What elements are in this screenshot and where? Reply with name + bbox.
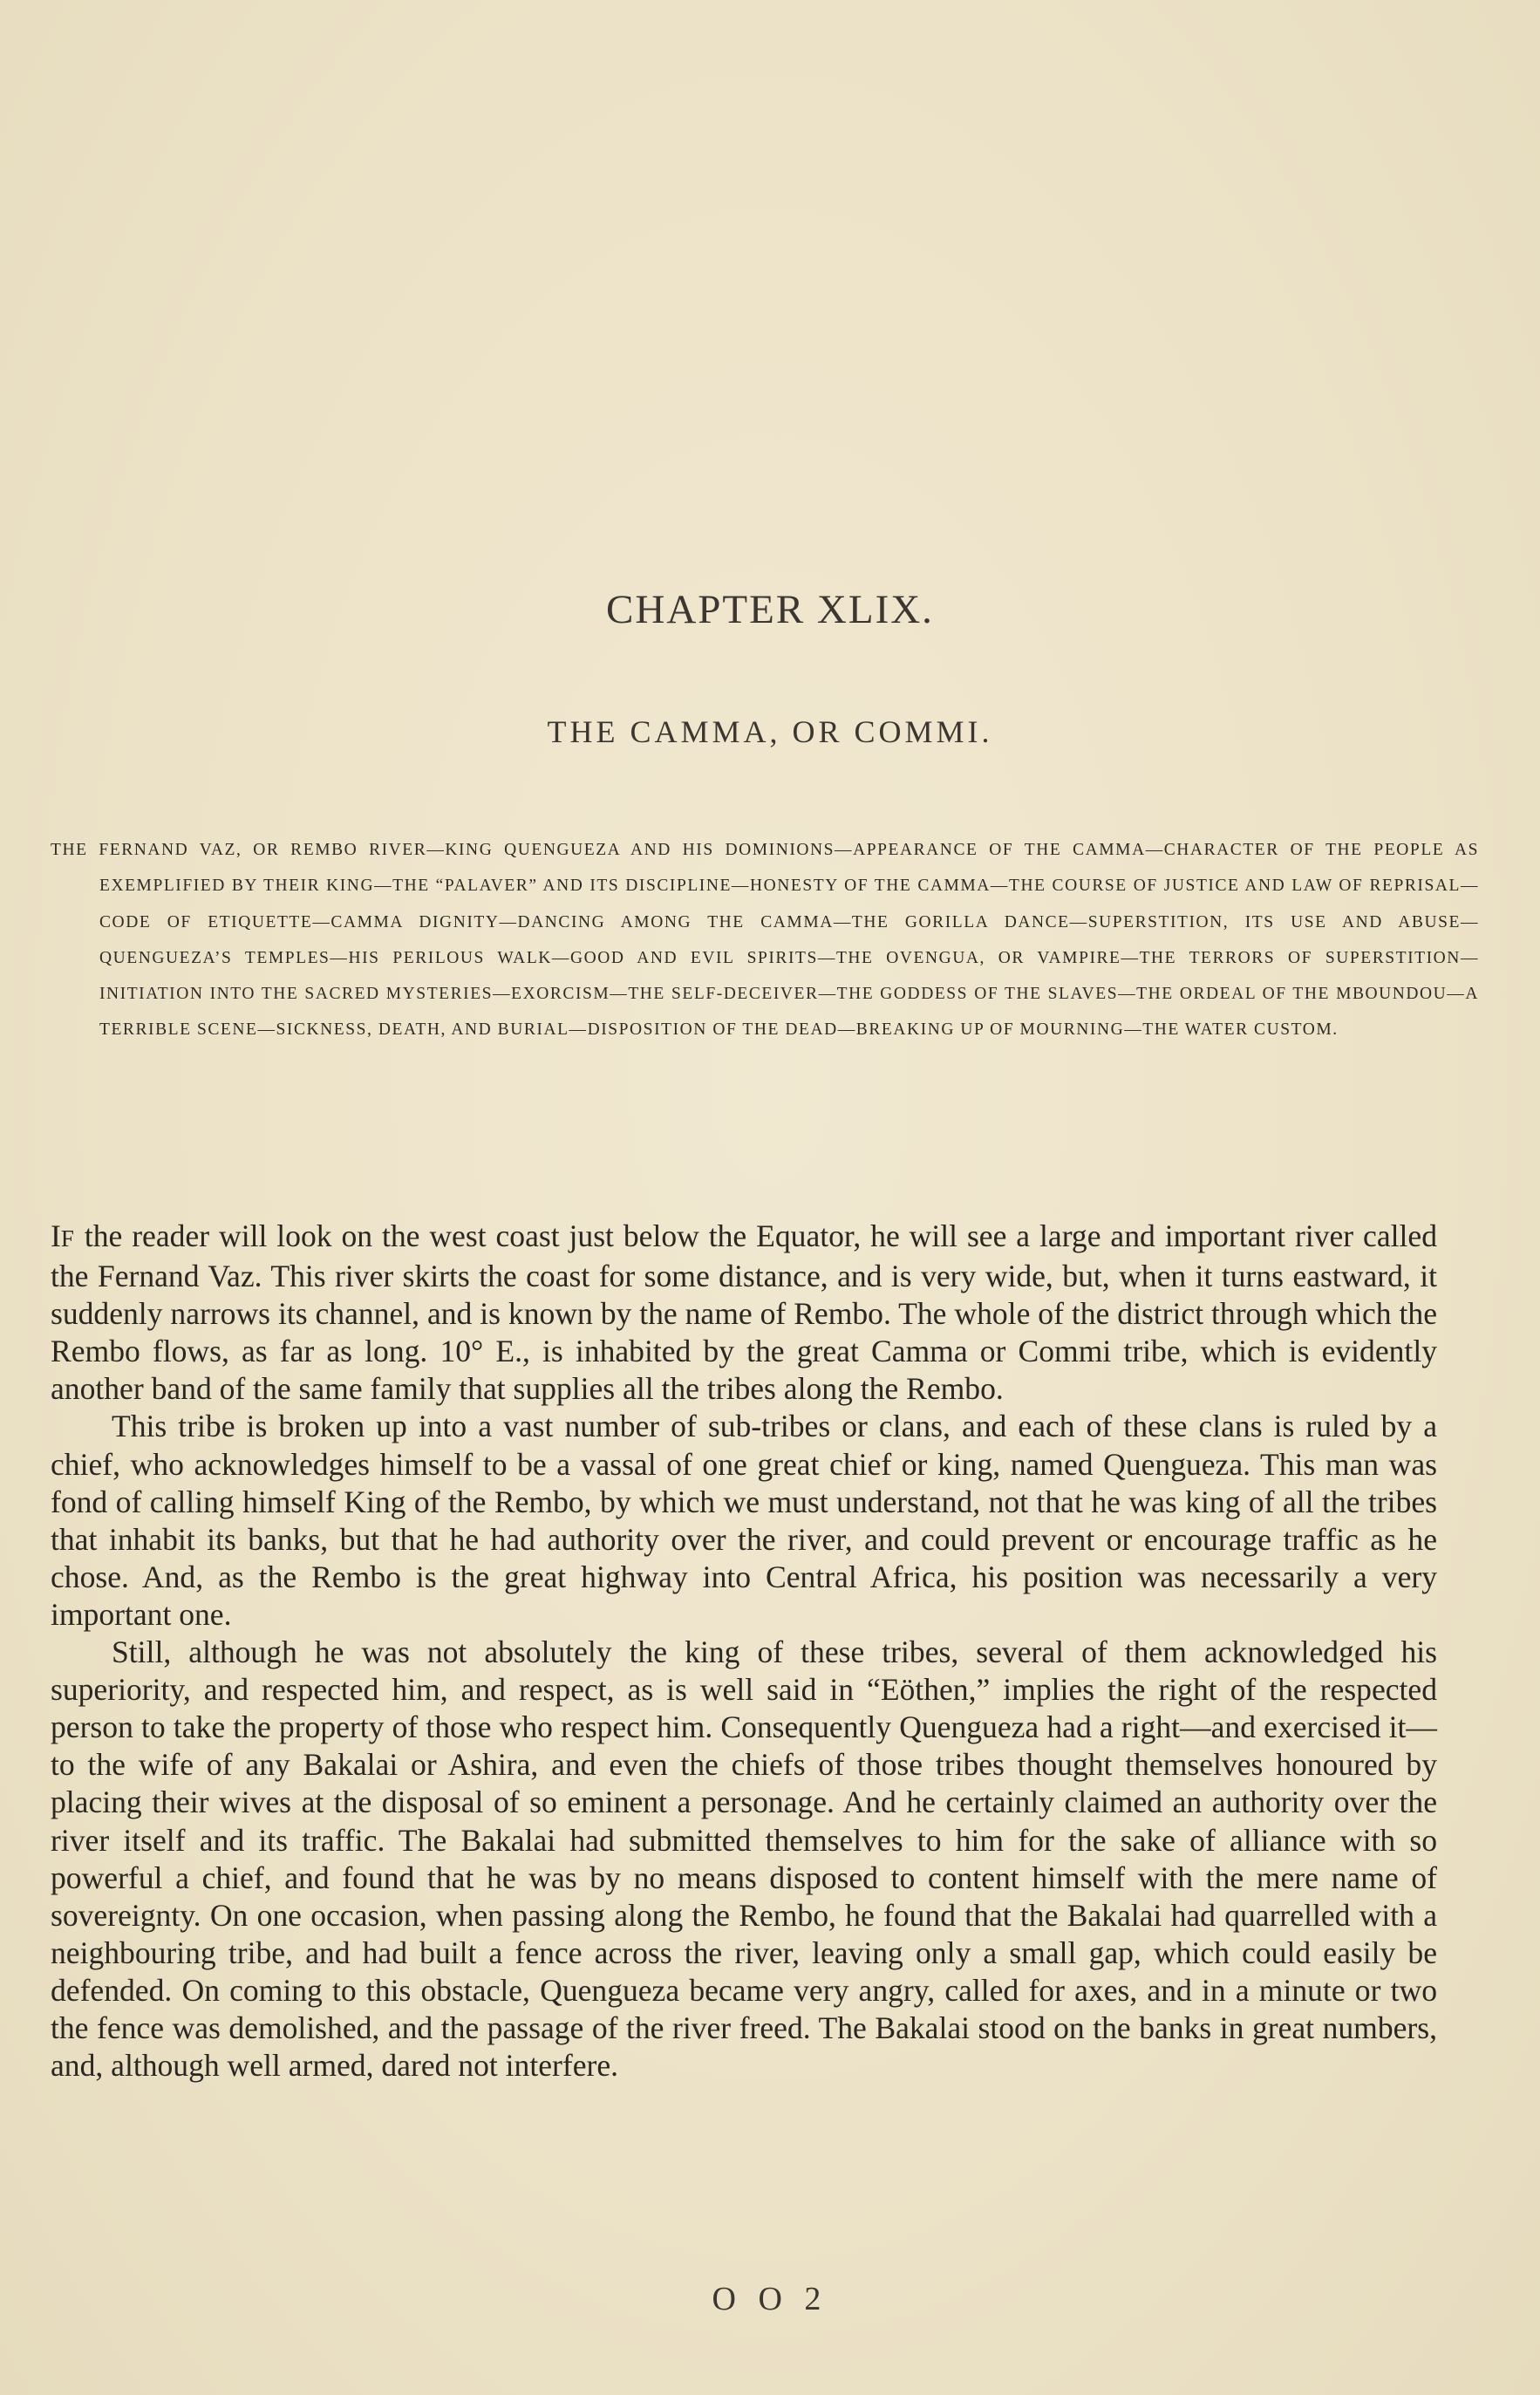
paragraph-2: This tribe is broken up into a vast number of sub-tribes or clans, and each of these clans is ruled by a chief, who acknowledges himself to be a vassal of one great chief or king, named Quengueza. This man was fond of calling himself King of the Rembo, by which we must understand, not that he was king of all the tribes that inhabit its banks, but that he had authority over the river, and could prevent or encourage traffic as he chose. And, as the Rembo is the great highway into Central Africa, his position was necessarily a very important one.: [51, 1409, 1437, 1632]
printer-signature-mark: O O 2: [712, 2281, 828, 2317]
chapter-subtitle: THE CAMMA, OR COMMI.: [547, 714, 993, 749]
chapter-synopsis: THE FERNAND VAZ, OR REMBO RIVER—KING QUENGUEZA AND HIS DOMINIONS—APPEARANCE OF THE CAMMA—CHARACTER OF THE PEOPLE AS EXEMPLIFIED BY THEIR KING—THE “PALAVER” AND ITS DISCIPLINE—HONESTY OF THE CAMMA—THE COURSE OF JUSTICE AND LAW OF REPRISAL—CODE OF ETIQUETTE—CAMMA DIGNITY—DANCING AMONG THE CAMMA—THE GORILLA DANCE—SUPERSTITION, ITS USE AND ABUSE—QUENGUEZA’S TEMPLES—HIS PERILOUS WALK—GOOD AND EVIL SPIRITS—THE OVENGUA, OR VAMPIRE—THE TERRORS OF SUPERSTITION—INITIATION INTO THE SACRED MYSTERIES—EXORCISM—THE SELF-DECEIVER—THE GODDESS OF THE SLAVES—THE ORDEAL OF THE MBOUNDOU—A TERRIBLE SCENE—SICKNESS, DEATH, AND BURIAL—DISPOSITION OF THE DEAD—BREAKING UP OF MOURNING—THE WATER CUSTOM.: [51, 841, 1479, 1040]
chapter-title: CHAPTER XLIX.: [606, 587, 934, 632]
paragraph-1: [51, 1218, 1437, 1408]
paragraph-1-initial-rest: F: [60, 1225, 75, 1252]
paragraph-1-text: the reader will look on the west coast just below the Equator, he will see a large and important river called the Fernand Vaz. This river skirts the coast for some distance, and is very wide, but, when it turns eastward, it suddenly narrows its channel, and is known by the name of Rembo. The whole of the district through which the Rembo flows, as far as long. 10° E., is inhabited by the great Camma or Commi tribe, which is evidently another band of the same family that supplies all the tribes along the Rembo.: [51, 1218, 1437, 1407]
paragraph-1-initial: I: [51, 1218, 61, 1253]
chapter-body: [51, 1218, 1437, 2085]
paragraph-3: Still, although he was not absolutely the king of these tribes, several of them acknowledged his superiority, and respected him, and respect, as is well said in “Eöthen,” implies the right of the respected person to take the property of those who respect him. Consequently Quengueza had a right—and exercised it—to the wife of any Bakalai or Ashira, and even the chiefs of those tribes thought themselves honoured by placing their wives at the disposal of so eminent a personage. And he certainly claimed an authority over the river itself and its traffic. The Bakalai had submitted themselves to him for the sake of alliance with so powerful a chief, and found that he was by no means disposed to content himself with the mere name of sovereignty. On one occasion, when passing along the Rembo, he found that the Bakalai had quarrelled with a neighbouring tribe, and had built a fence across the river, leaving only a small gap, which could easily be defended. On coming to this obstacle, Quengueza became very angry, called for axes, and in a minute or two the fence was demolished, and the passage of the river freed. The Bakalai stood on the banks in great numbers, and, although well armed, dared not interfere.: [51, 1634, 1437, 2084]
